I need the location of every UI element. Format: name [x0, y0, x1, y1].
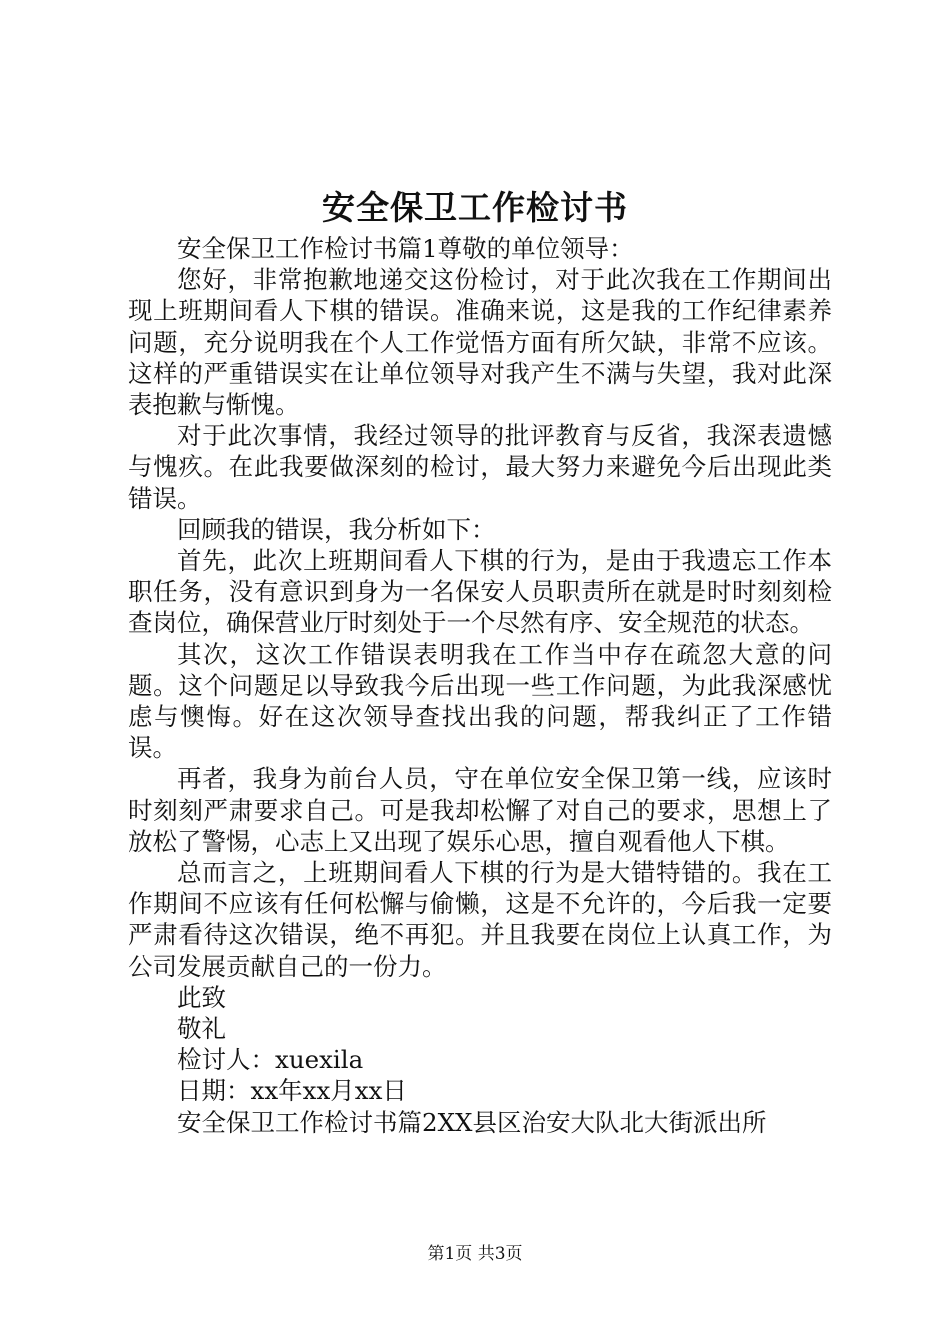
document-title: 安全保卫工作检讨书 — [322, 188, 628, 227]
body-paragraph: 回顾我的错误，我分析如下： — [177, 514, 496, 544]
next-section-heading: 安全保卫工作检讨书篇2XX县区治安大队北大街派出所 — [177, 1107, 767, 1137]
closing-line: 此致 — [177, 982, 226, 1012]
body-paragraph: 您好，非常抱歉地递交这份检讨，对于此次我在工作期间出现上班期间看人下棋的错误。准确来说，这是我的工作纪律素养问题，充分说明我在个人工作觉悟方面有所欠缺，非常不应该。这样的严重错误实在让单位领导对我产生不满与失望，我对此深表抱歉与惭愧。 — [128, 265, 832, 420]
body-paragraph: 总而言之，上班期间看人下棋的行为是大错特错的。我在工作期间不应该有任何松懈与偷懒，这是不允许的，今后我一定要严肃看待这次错误，绝不再犯。并且我要在岗位上认真工作，为公司发展贡献自己的一份力。 — [128, 858, 832, 981]
body-paragraph: 再者，我身为前台人员，守在单位安全保卫第一线，应该时时刻刻严肃要求自己。可是我却松懈了对自己的要求，思想上了放松了警惕，心志上又出现了娱乐心思，擅自观看他人下棋。 — [128, 764, 832, 856]
closing-line: 敬礼 — [177, 1014, 226, 1044]
body-paragraph: 首先，此次上班期间看人下棋的行为，是由于我遗忘工作本职任务，没有意识到身为一名保安人员职责所在就是时时刻刻检查岗位，确保营业厅时刻处于一个尽然有序、安全规范的状态。 — [128, 546, 832, 638]
document-body — [128, 233, 832, 1138]
body-paragraph: 安全保卫工作检讨书篇1尊敬的单位领导： — [177, 234, 634, 263]
page-number: 第1页 共3页 — [427, 1244, 523, 1264]
signature-line: 检讨人：xuexila — [177, 1045, 364, 1075]
body-paragraph: 对于此次事情，我经过领导的批评教育与反省，我深表遗憾与愧疚。在此我要做深刻的检讨，最大努力来避免今后出现此类错误。 — [128, 421, 832, 513]
body-paragraph: 其次，这次工作错误表明我在工作当中存在疏忽大意的问题。这个问题足以导致我今后出现一些工作问题，为此我深感忧虑与懊悔。好在这次领导查找出我的问题，帮我纠正了工作错误。 — [128, 639, 832, 763]
date-line: 日期：xx年xx月xx日 — [177, 1076, 407, 1106]
